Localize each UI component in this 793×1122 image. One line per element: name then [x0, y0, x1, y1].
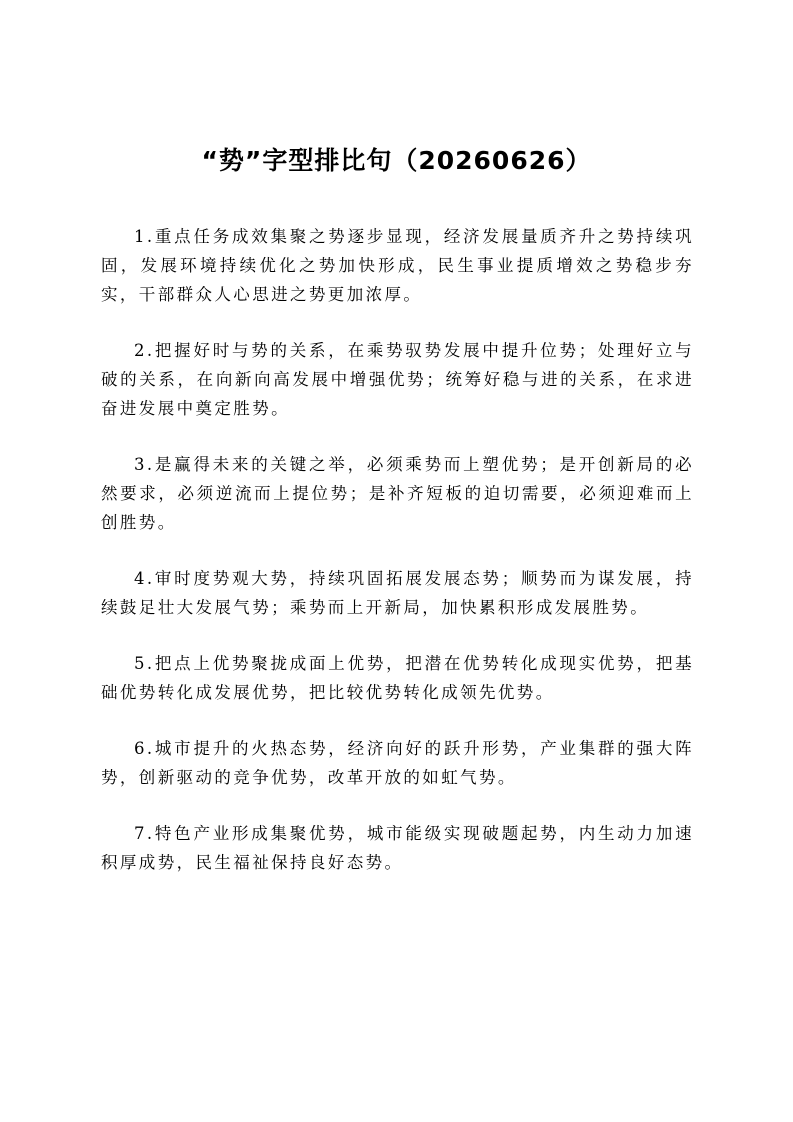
paragraph-4: 4.审时度势观大势，持续巩固拓展发展态势；顺势而为谋发展，持续鼓足壮大发展气势；乘势而上开新局，加快累积形成发展胜势。 [101, 569, 694, 617]
paragraph-5: 5.把点上优势聚拢成面上优势，把潜在优势转化成现实优势，把基础优势转化成发展优势，把比较优势转化成领先优势。 [101, 654, 694, 702]
document-title: “势”字型排比句（20260626） [201, 146, 592, 175]
document-body [101, 222, 694, 904]
paragraph-1: 1.重点任务成效集聚之势逐步显现，经济发展量质齐升之势持续巩固，发展环境持续优化之势加快形成，民生事业提质增效之势稳步夯实，干部群众人心思进之势更加浓厚。 [101, 227, 694, 304]
paragraph-6: 6.城市提升的火热态势，经济向好的跃升形势，产业集群的强大阵势，创新驱动的竞争优势，改革开放的如虹气势。 [101, 739, 694, 787]
paragraph-2: 2.把握好时与势的关系，在乘势驭势发展中提升位势；处理好立与破的关系，在向新向高发展中增强优势；统筹好稳与进的关系，在求进奋进发展中奠定胜势。 [101, 341, 694, 418]
paragraph-7: 7.特色产业形成集聚优势，城市能级实现破题起势，内生动力加速积厚成势，民生福祉保持良好态势。 [101, 824, 694, 872]
paragraph-3: 3.是赢得未来的关键之举，必须乘势而上塑优势；是开创新局的必然要求，必须逆流而上提位势；是补齐短板的迫切需要，必须迎难而上创胜势。 [101, 455, 694, 532]
